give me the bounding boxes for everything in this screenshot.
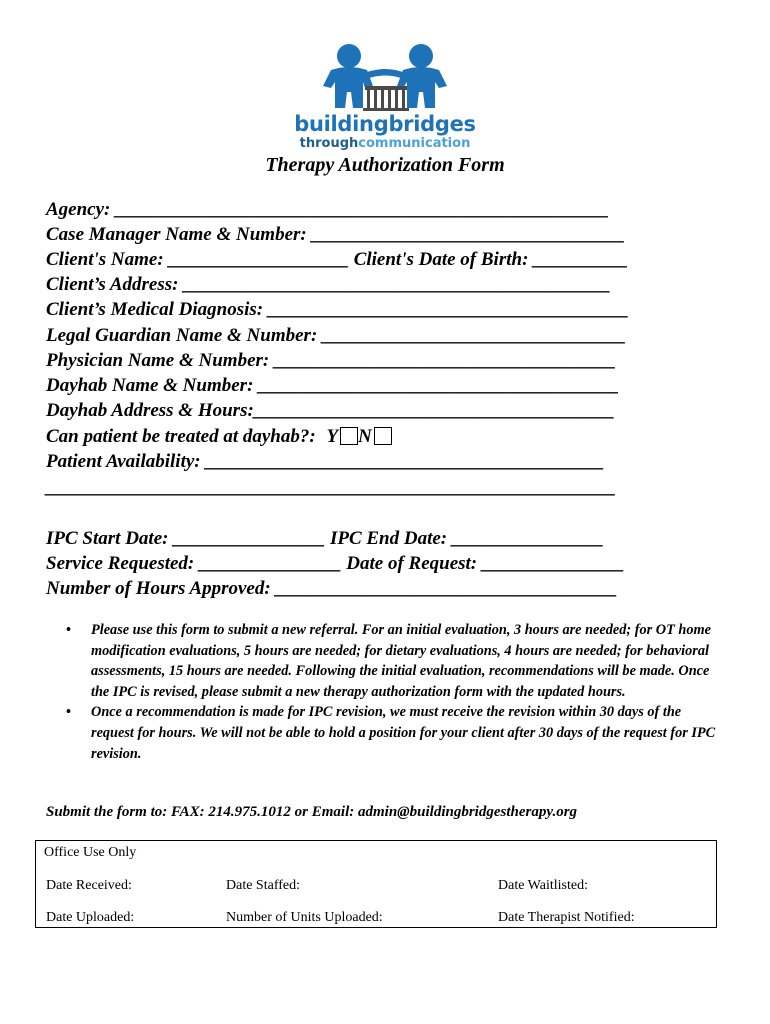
- hours-approved-field[interactable]: Number of Hours Approved: ____________________________________: [46, 578, 618, 599]
- therapist-notified-label: Date Therapist Notified:: [498, 910, 635, 925]
- client-name-field[interactable]: Client's Name: ___________________ Client's Date of Birth: __________: [46, 249, 629, 270]
- office-use-box: [35, 840, 717, 928]
- list-item: [66, 620, 726, 702]
- no-label: N: [358, 426, 372, 447]
- dayhab-address-field[interactable]: Dayhab Address & Hours:______________________________________: [46, 400, 615, 421]
- bullet-icon: •: [66, 704, 72, 721]
- list-item: [66, 702, 726, 764]
- date-received-label: Date Received:: [46, 878, 132, 893]
- yes-checkbox[interactable]: [340, 427, 358, 445]
- ipc-dates-field[interactable]: IPC Start Date: ________________ IPC End Date: ________________: [46, 528, 604, 549]
- dayhab-name-field[interactable]: Dayhab Name & Number: ______________________________________: [46, 375, 620, 396]
- client-address-field[interactable]: Client’s Address: _____________________________________________: [46, 274, 611, 295]
- diagnosis-field[interactable]: Client’s Medical Diagnosis: ______________________________________: [46, 299, 629, 320]
- form-title: Therapy Authorization Form: [265, 154, 505, 176]
- legal-guardian-field[interactable]: Legal Guardian Name & Number: ________________________________: [46, 325, 627, 346]
- date-waitlisted-label: Date Waitlisted:: [498, 878, 588, 893]
- two-people-on-bridge-icon: [317, 42, 453, 112]
- brand-tagline-communication: communication: [358, 136, 471, 151]
- submit-instructions: Submit the form to: FAX: 214.975.1012 or Email: admin@buildingbridgestherapy.org: [46, 804, 578, 820]
- logo: [285, 42, 485, 154]
- instructions-list: [66, 620, 726, 764]
- instruction-text: Please use this form to submit a new referral. For an initial evaluation, 3 hours are needed; for OT home modification evaluations, 5 hours are needed; for dietary evaluations, 4 hours are needed; for behavioral assessments, 15 hours are needed. Following the initial evaluation, recommendations will be made. Once the IPC is revised, please submit a new therapy authorization form with the updated hours.: [91, 622, 711, 700]
- case-manager-field[interactable]: Case Manager Name & Number: _________________________________: [46, 224, 625, 245]
- units-uploaded-label: Number of Units Uploaded:: [226, 910, 383, 925]
- service-requested-field[interactable]: Service Requested: _______________ Date of Request: _______________: [46, 553, 625, 574]
- brand-tagline: [285, 136, 485, 152]
- office-use-heading: Office Use Only: [44, 845, 137, 860]
- yes-label: Y: [326, 426, 339, 447]
- no-checkbox[interactable]: [374, 427, 392, 445]
- bullet-icon: •: [66, 622, 72, 638]
- patient-availability-continued[interactable]: ____________________________________________________________: [46, 477, 616, 498]
- date-uploaded-label: Date Uploaded:: [46, 910, 135, 925]
- date-staffed-label: Date Staffed:: [226, 878, 300, 893]
- patient-availability-field[interactable]: Patient Availability: __________________________________________: [46, 451, 605, 472]
- brand-tagline-through: through: [299, 136, 359, 151]
- physician-field[interactable]: Physician Name & Number: ____________________________________: [46, 350, 616, 371]
- treated-at-dayhab-label: Can patient be treated at dayhab?:: [46, 426, 316, 447]
- agency-field[interactable]: Agency: ____________________________________________________: [46, 199, 610, 220]
- treated-at-dayhab-row: [46, 426, 392, 448]
- brand-name: buildingbridges: [294, 112, 476, 136]
- instruction-text: Once a recommendation is made for IPC revision, we must receive the revision within 30 days of the request for hours. We will not be able to hold a position for your client after 30 days of the request for IPC revision.: [91, 704, 716, 762]
